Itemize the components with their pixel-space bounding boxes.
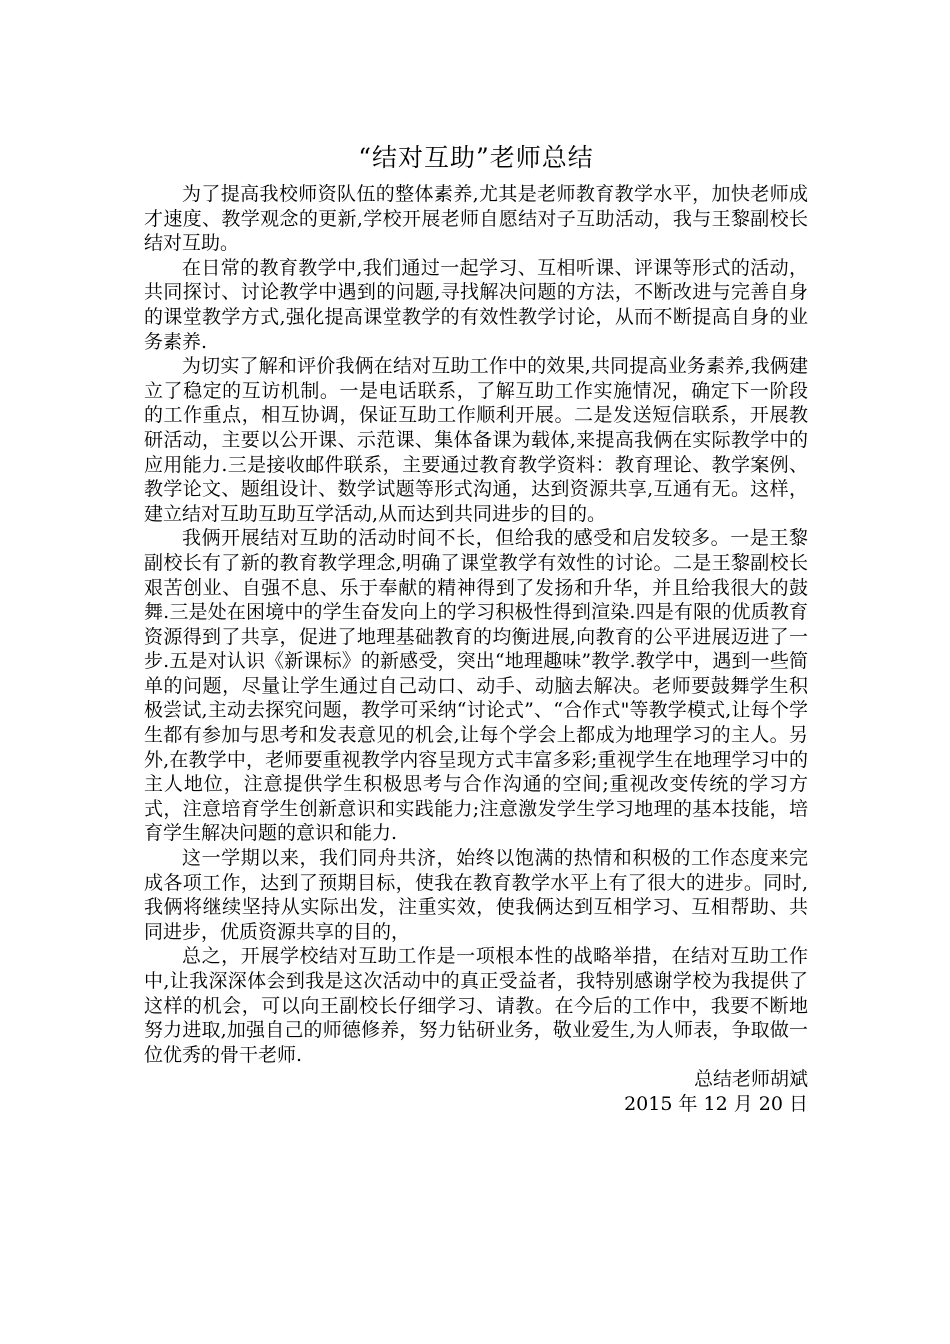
signature: 总结老师胡斌 — [693, 1068, 808, 1091]
paragraph-5: 这一学期以来，我们同舟共济，始终以饱满的热情和积极的工作态度来完成各项工作，达到了预期目标，使我在教育教学水平上有了很大的进步。同时,我俩将继续坚持从实际出发，注重实效，使我俩达到互相学习、互相帮助、共同进步，优质资源共享的目的， — [144, 847, 808, 943]
paragraph-2: 在日常的教育教学中,我们通过一起学习、互相听课、评课等形式的活动，共同探讨、讨论教学中遇到的问题,寻找解决问题的方法，不断改进与完善自身的课堂教学方式,强化提高课堂教学的有效性教学讨论，从而不断提高自身的业务素养. — [144, 256, 808, 353]
document-title: “结对互助”老师总结 — [358, 143, 594, 172]
paragraph-1: 为了提高我校师资队伍的整体素养,尤其是老师教育教学水平，加快老师成才速度、教学观念的更新,学校开展老师自愿结对子互助活动，我与王黎副校长结对互助。 — [144, 183, 808, 255]
paragraph-3: 为切实了解和评价我俩在结对互助工作中的效果,共同提高业务素养,我俩建立了稳定的互访机制。一是电话联系，了解互助工作实施情况，确定下一阶段的工作重点，相互协调，保证互助工作顺利开展。二是发送短信联系，开展教研活动，主要以公开课、示范课、集体备课为载体,来提高我俩在实际教学中的应用能力.三是接收邮件联系，主要通过教育教学资料：教育理论、教学案例、教学论文、题组设计、数学试题等形式沟通，达到资源共享,互通有无。这样，建立结对互助互助互学活动,从而达到共同进步的目的。 — [144, 355, 808, 525]
date: 2015 年 12 月 20 日 — [624, 1092, 808, 1115]
document-page — [144, 140, 808, 1117]
paragraph-4: 我俩开展结对互助的活动时间不长，但给我的感受和启发较多。一是王黎副校长有了新的教育教学理念,明确了课堂教学有效性的讨论。二是王黎副校长艰苦创业、自强不息、乐于奉献的精神得到了发扬和升华，并且给我很大的鼓舞.三是处在困境中的学生奋发向上的学习积极性得到渲染.四是有限的优质教育资源得到了共享，促进了地理基础教育的均衡进展,向教育的公平进展迈进了一步.五是对认识《新课标》的新感受，突出“地理趣味”教学.教学中，遇到一些简单的问题，尽量让学生通过自己动口、动手、动脑去解决。老师要鼓舞学生积极尝试,主动去探究问题，教学可采纳“讨论式”、“合作式"等教学模式,让每个学生都有参加与思考和发表意见的机会,让每个学会上都成为地理学习的主人。另外,在教学中，老师要重视教学内容呈现方式丰富多彩;重视学生在地理学习中的主人地位，注意提供学生积极思考与合作沟通的空间;重视改变传统的学习方式，注意培育学生创新意识和实践能力;注意激发学生学习地理的基本技能，培育学生解决问题的意识和能力. — [144, 527, 808, 845]
paragraph-6: 总之，开展学校结对互助工作是一项根本性的战略举措，在结对互助工作中,让我深深体会到我是这次活动中的真正受益者，我特别感谢学校为我提供了这样的机会，可以向王副校长仔细学习、请教。在今后的工作中，我要不断地努力进取,加强自己的师德修养，努力钻研业务，敬业爱生,为人师表，争取做一位优秀的骨干老师. — [144, 945, 808, 1066]
